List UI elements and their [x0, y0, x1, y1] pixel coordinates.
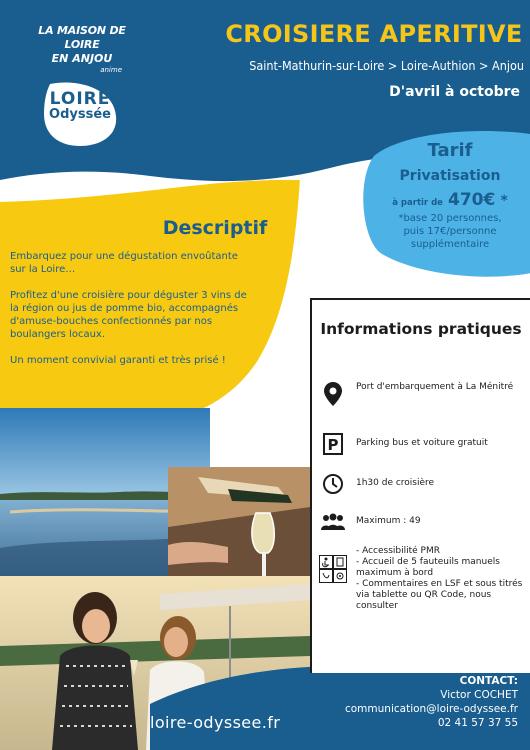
- tarif-note-line-3: supplémentaire: [410, 239, 490, 250]
- descriptif-body: [10, 250, 250, 380]
- logo-line-2: Odyssée: [49, 107, 111, 122]
- info-row-text: - Accessibilité PMR - Accueil de 5 fauteuils manuels maximum à bord - Commentaires en LSF et sous titrés via tablette ou QR Code, nous consulter: [356, 546, 523, 611]
- route-line: Saint-Mathurin-sur-Loire > Loire-Authion > Anjou: [249, 58, 524, 73]
- descriptif-title: Descriptif: [162, 217, 268, 239]
- price-prefix: à partir de: [392, 198, 443, 208]
- logo-text: [44, 90, 116, 122]
- accessibility-icon: [318, 554, 348, 584]
- group-icon: [318, 510, 348, 534]
- info-row-duration: [318, 472, 524, 496]
- contact-email[interactable]: communication@loire-odyssee.fr: [344, 703, 518, 715]
- contact-label: CONTACT:: [459, 675, 518, 687]
- descriptif-paragraph: Embarquez pour une dégustation envoûtante sur la Loire…: [10, 251, 238, 275]
- info-row-text: Port d'embarquement à La Ménitré: [356, 382, 514, 392]
- maison-de-loire-brand: [28, 24, 136, 75]
- info-row-text: Maximum : 49: [356, 516, 421, 526]
- descriptif-paragraph: Un moment convivial garanti et très prisé !: [10, 355, 226, 366]
- logo-line-1: LOIRE: [49, 89, 111, 109]
- descriptif-paragraph: Profitez d'une croisière pour déguster 3 vins de la région ou jus de pomme bio, accompagnés d'amuse-bouches confectionnés par nos boulangers locaux.: [10, 290, 247, 340]
- price-value: 470€: [448, 190, 496, 210]
- info-row-text: 1h30 de croisière: [356, 478, 435, 488]
- contact-name: Victor COCHET: [440, 689, 518, 701]
- info-row-accessibility: [318, 546, 524, 612]
- tarif-subtitle: Privatisation: [399, 168, 501, 184]
- info-title: Informations pratiques: [320, 320, 522, 338]
- location-pin-icon: [318, 382, 348, 406]
- info-row-text: Parking bus et voiture gratuit: [356, 438, 488, 448]
- tarif-title: Tarif: [427, 140, 473, 161]
- tarif-note-line-2: puis 17€/personne: [403, 226, 497, 237]
- parking-icon: [318, 432, 348, 456]
- tarif-note-line-1: *base 20 personnes,: [398, 213, 502, 224]
- brand-line-2: EN ANJOU: [51, 52, 113, 65]
- wine-pouring-photo: [168, 467, 310, 587]
- brand-line-3: anime: [100, 66, 122, 74]
- website-link[interactable]: loire-odyssee.fr: [150, 713, 281, 732]
- tarif-note: [370, 212, 530, 251]
- contact-phone[interactable]: 02 41 57 37 55: [437, 717, 518, 729]
- clock-icon: [318, 472, 348, 496]
- contact-block: [300, 674, 518, 730]
- info-row-location: [318, 382, 524, 406]
- price-asterisk: *: [500, 193, 508, 209]
- info-row-capacity: [318, 510, 524, 534]
- brand-line-1: LA MAISON DE LOIRE: [38, 24, 126, 51]
- parking-glyph: P: [327, 436, 339, 454]
- info-row-parking: [318, 432, 524, 456]
- period-line: D'avril à octobre: [389, 84, 520, 100]
- page-title: CROISIERE APERITIVE: [225, 20, 523, 48]
- tarif-price-row: [370, 190, 530, 210]
